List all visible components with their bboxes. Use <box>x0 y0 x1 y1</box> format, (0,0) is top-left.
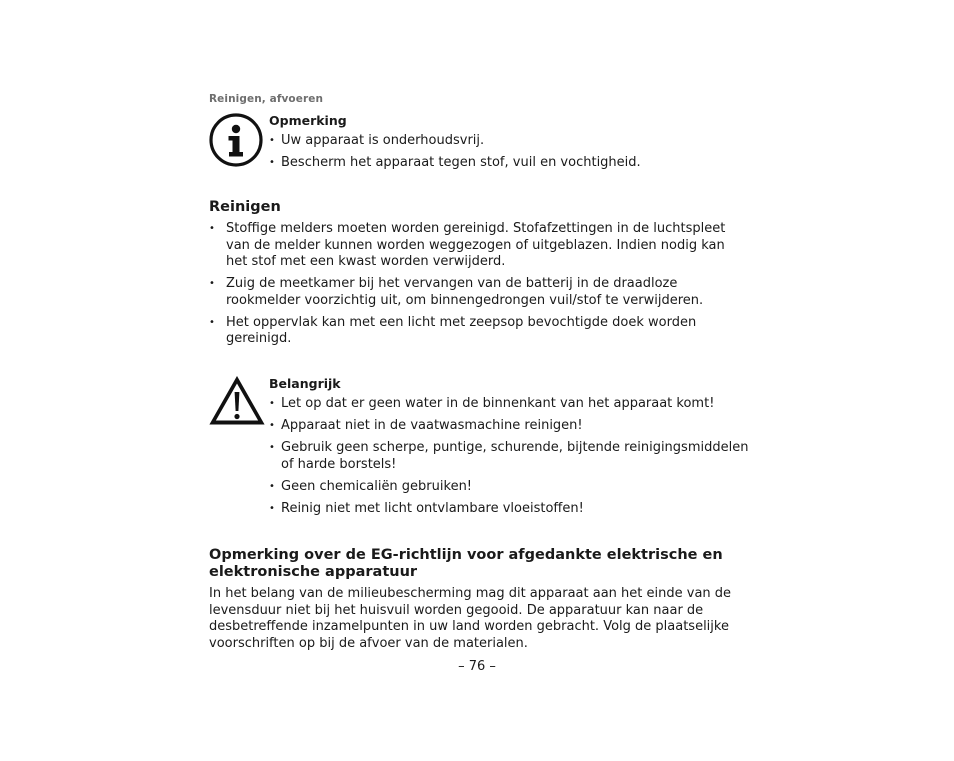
note-item: • Bescherm het apparaat tegen stof, vuil en vochtigheid. <box>269 155 749 172</box>
important-item: • Let op dat er geen water in de binnenkant van het apparaat komt! <box>269 396 749 413</box>
note-item: • Uw apparaat is onderhoudsvrij. <box>269 133 749 150</box>
important-item: • Apparaat niet in de vaatwasmachine reinigen! <box>269 418 749 435</box>
note-body <box>269 113 749 177</box>
cleaning-list <box>209 221 749 348</box>
important-item: • Reinig niet met licht ontvlambare vloeistoffen! <box>269 501 749 518</box>
note-list <box>269 133 749 172</box>
important-list <box>269 396 749 517</box>
cleaning-item: • Zuig de meetkamer bij het vervangen van de batterij in de draadloze rookmelder voorzichtig uit, om binnengedrongen vuil/stof te verwijderen. <box>209 276 749 309</box>
important-item: • Gebruik geen scherpe, puntige, schurende, bijtende reinigingsmiddelen of harde borstels! <box>269 440 749 473</box>
important-item: • Geen chemicaliën gebruiken! <box>269 479 749 496</box>
important-body <box>269 376 749 523</box>
page-number: – 76 – <box>458 659 496 674</box>
warning-icon <box>209 376 265 426</box>
eg-notice-text: In het belang van de milieubescherming mag dit apparaat aan het einde van de levensduur niet bij het huisvuil worden gegooid. De apparatuur kan naar de desbetreffende inzamelpunten in uw land worden gebracht. Volg de plaatselijke voorschriften op bij de afvoer van de materialen. <box>209 586 732 651</box>
eg-notice-title: Opmerking over de EG-richtlijn voor afgedankte elektrische en elektronische apparatuur <box>209 547 723 580</box>
info-icon <box>209 113 263 167</box>
running-head: Reinigen, afvoeren <box>209 93 324 105</box>
cleaning-title: Reinigen <box>209 199 281 215</box>
important-heading: Belangrijk <box>269 376 341 391</box>
cleaning-list-wrap <box>209 221 749 353</box>
cleaning-item: • Stoffige melders moeten worden gereinigd. Stofafzettingen in de luchtspleet van de melder kunnen worden weggezogen of uitgeblazen. Indien nodig kan het stof met een kwast worden verwijderd. <box>209 221 749 271</box>
cleaning-item: • Het oppervlak kan met een licht met zeepsop bevochtigde doek worden gereinigd. <box>209 315 749 348</box>
note-heading: Opmerking <box>269 113 347 128</box>
